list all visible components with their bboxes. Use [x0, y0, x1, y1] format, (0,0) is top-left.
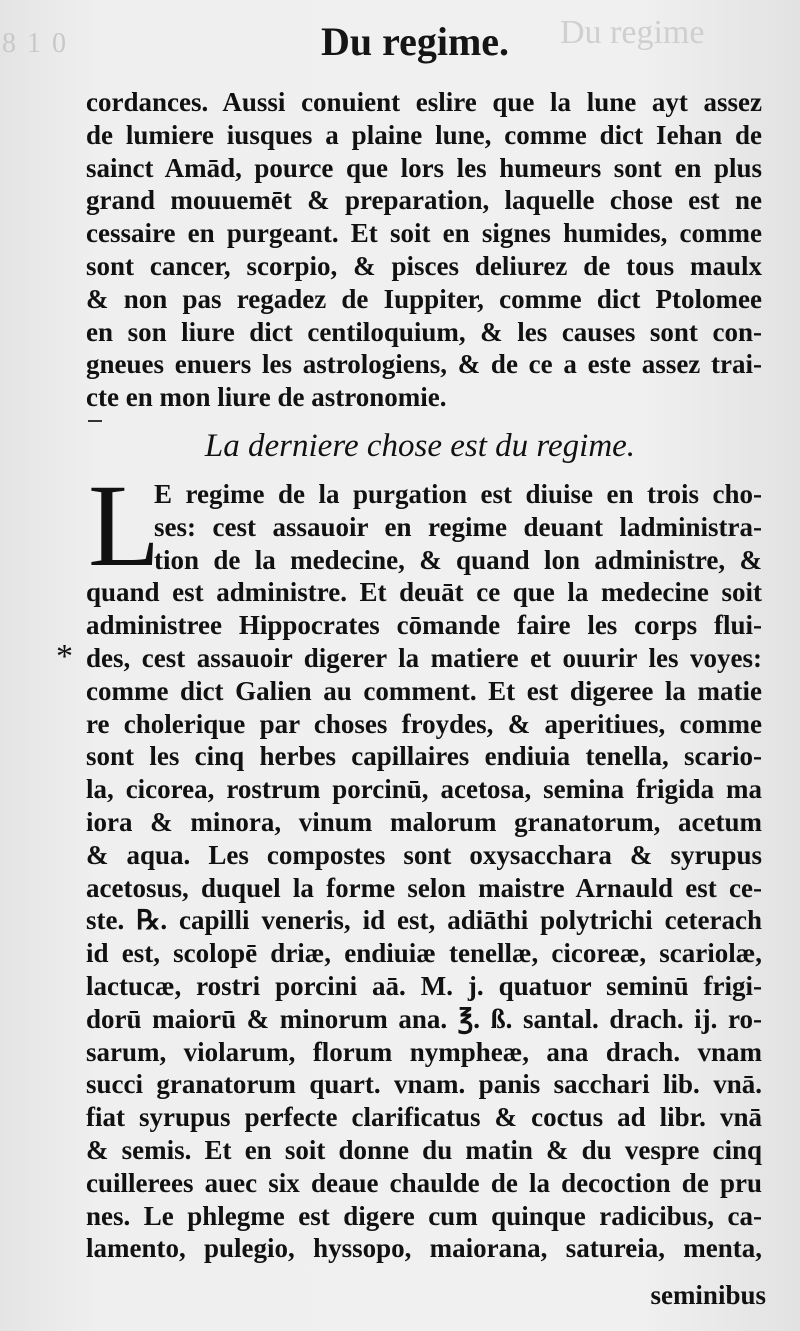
- text-line: grand mouuemēt & preparation, laquelle chose est ne: [86, 185, 762, 216]
- text-line: administree Hippocrates cōmande faire les corps flui-: [86, 610, 762, 641]
- separator-dash: [88, 420, 102, 422]
- text-line: de lumiere iusques a plaine lune, comme dict Iehan de: [86, 119, 762, 150]
- text-line: sont les cinq herbes capillaires endiuia tenella, scario-: [86, 741, 762, 772]
- text-line: gneues enuers les astrologiens, & de ce a este assez trai-: [86, 349, 762, 380]
- text-line: dorū maiorū & minorum ana. ℥. ß. santal. drach. ij. ro-: [86, 1003, 762, 1034]
- text-line: la, cicorea, rostrum porcinū, acetosa, semina frigida ma: [86, 774, 762, 805]
- margin-asterisk: *: [56, 638, 73, 675]
- text-line: id est, scolopē driæ, endiuiæ tenellæ, cicoreæ, scariolæ,: [86, 938, 762, 969]
- catchword: seminibus: [650, 1280, 766, 1310]
- text-line: E regime de la purgation est diuise en trois cho-: [154, 479, 762, 509]
- bleed-through-page-number: 8 1 0: [2, 28, 68, 59]
- text-line: sarum, violarum, florum nympheæ, ana drach. vnam: [86, 1036, 762, 1067]
- text-line: re cholerique par choses froydes, & aperitiues, comme: [86, 708, 762, 739]
- drop-cap: L: [88, 460, 161, 591]
- text-line: sont cancer, scorpio, & pisces deliurez de tous maulx: [86, 250, 762, 281]
- text-line: cte en mon liure de astronomie.: [86, 382, 447, 413]
- text-line: tion de la medecine, & quand lon administre, &: [154, 544, 762, 575]
- text-line: iora & minora, vinum malorum granatorum, acetum: [86, 806, 762, 837]
- text-line: ses: cest assauoir en regime deuant ladministra-: [154, 511, 762, 542]
- text-line: & non pas regadez de Iuppiter, comme dict Ptolomee: [86, 283, 762, 314]
- text-line: sainct Amād, pource que lors les humeurs sont en plus: [86, 152, 762, 183]
- paragraph-2: [86, 576, 762, 1265]
- text-line: & semis. Et en soit donne du matin & du vespre cinq: [86, 1134, 762, 1165]
- section-heading: La derniere chose est du regime.: [204, 428, 636, 464]
- text-line: des, cest assauoir digerer la matiere et ouurir les voyes:: [86, 642, 762, 673]
- text-line: lamento, pulegio, hyssopo, maiorana, satureia, menta,: [86, 1233, 762, 1264]
- running-head: Du regime.: [320, 19, 510, 64]
- text-line: cuillerees auec six deaue chaulde de la decoction de pru: [86, 1167, 762, 1198]
- bleed-through-running-head: Du regime: [560, 14, 705, 51]
- text-line: ste. ℞. capilli veneris, id est, adiāthi polytrichi ceterach: [86, 905, 762, 936]
- text-line: succi granatorum quart. vnam. panis sacchari lib. vnā.: [86, 1069, 762, 1100]
- text-line: cessaire en purgeant. Et soit en signes humides, comme: [86, 218, 762, 249]
- text-line: acetosus, duquel la forme selon maistre Arnauld est ce-: [86, 872, 762, 903]
- text-line: cordances. Aussi conuient eslire que la lune ayt assez: [86, 87, 762, 117]
- text-line: lactucæ, rostri porcini aā. M. j. quatuor seminū frigi-: [86, 970, 762, 1001]
- text-line: fiat syrupus perfecte clarificatus & coctus ad libr. vnā: [86, 1102, 762, 1133]
- text-line: & aqua. Les compostes sont oxysacchara & syrupus: [86, 839, 762, 870]
- text-line: comme dict Galien au comment. Et est digeree la matie: [86, 675, 762, 706]
- text-line: quand est administre. Et deuāt ce que la medecine soit: [86, 577, 762, 608]
- paragraph-1: [86, 86, 762, 414]
- paragraph-2-indented-lines: [86, 460, 762, 591]
- text-line: nes. Le phlegme est digere cum quinque radicibus, ca-: [86, 1200, 762, 1231]
- text-line: en son liure dict centiloquium, & les causes sont con-: [86, 316, 762, 347]
